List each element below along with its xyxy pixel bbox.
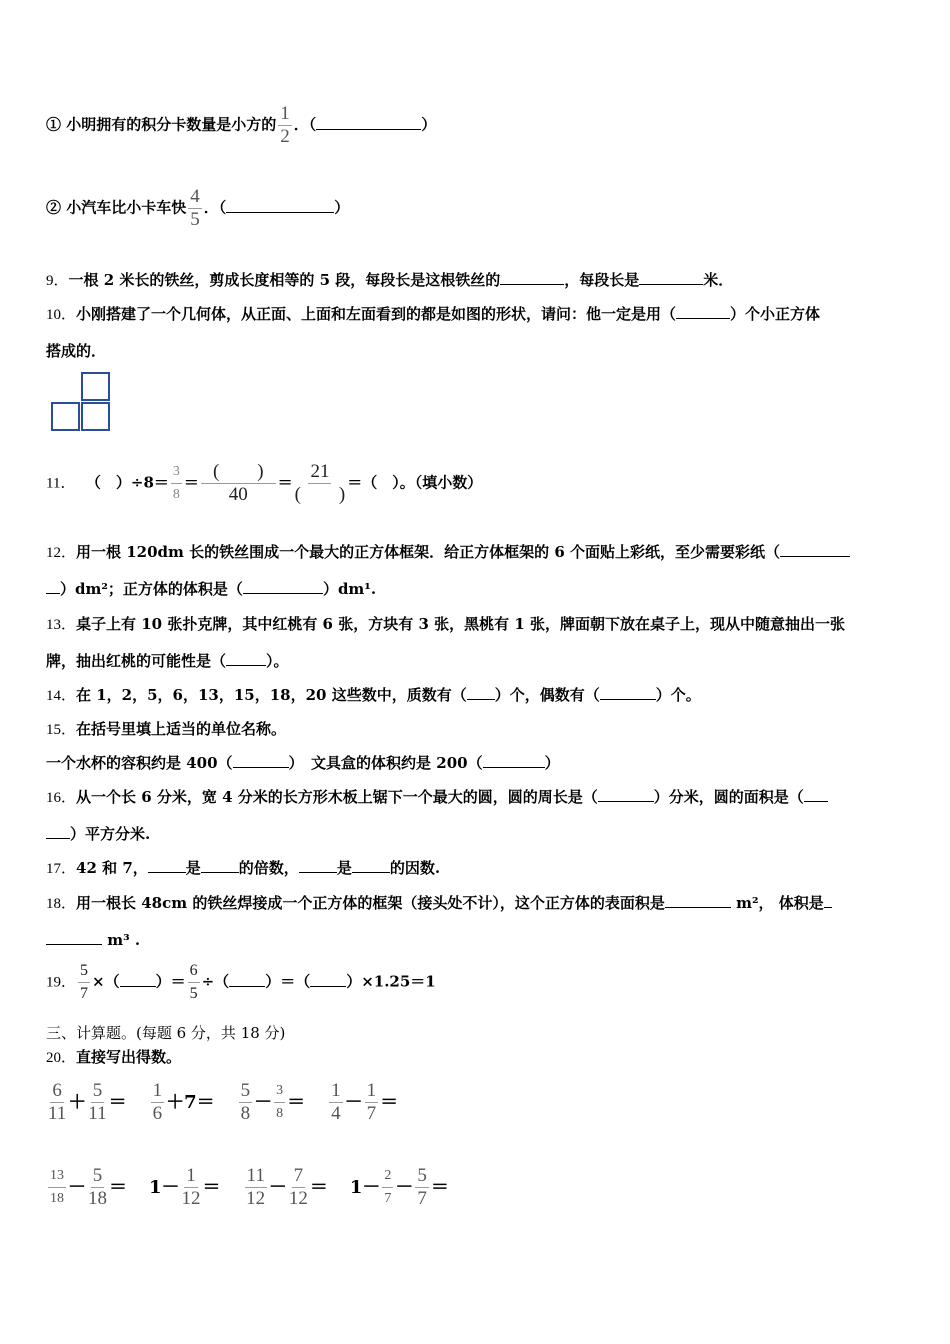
q8-item1-text: ① 小明拥有的积分卡数量是小方的 <box>46 115 277 134</box>
text: 一个水杯的容积约是 400（ <box>46 754 233 772</box>
numerator: 7 <box>293 1165 304 1186</box>
question-number: 11． <box>46 475 76 492</box>
q8-item-1 <box>46 103 436 148</box>
answer-blank[interactable] <box>46 930 102 945</box>
denominator: 11 <box>88 1103 107 1124</box>
text: ）个小正方体 <box>730 305 821 323</box>
answer-blank[interactable] <box>352 858 390 873</box>
denominator: 12 <box>246 1188 266 1209</box>
equals-sign: ＝ <box>202 1176 221 1198</box>
text: 是 <box>336 859 352 877</box>
equals-sign: ＝ <box>309 1176 328 1198</box>
text: 搭成的． <box>46 342 107 360</box>
numerator: 5 <box>240 1080 251 1101</box>
text: 牌，抽出红桃的可能性是（ <box>46 652 227 670</box>
answer-blank[interactable] <box>299 858 337 873</box>
operator: ＋ <box>68 1091 87 1113</box>
question-15-line2 <box>46 753 560 773</box>
numerator-blank[interactable]: ( ) <box>201 461 276 484</box>
text: ） <box>544 754 560 772</box>
numerator: 3 <box>171 461 182 484</box>
answer-blank[interactable] <box>226 198 334 213</box>
text: 42 和 7， <box>76 859 148 877</box>
text: m³ . <box>102 931 141 949</box>
text: ．（ <box>203 198 227 217</box>
fraction <box>274 1080 285 1125</box>
operator: － <box>68 1176 86 1198</box>
fraction <box>329 1080 343 1125</box>
fraction <box>88 1165 107 1210</box>
text: ＝ <box>277 473 293 492</box>
text: ）dm²；正方体的体积是（ <box>60 580 243 598</box>
operator: ＋7＝ <box>166 1091 215 1113</box>
answer-blank[interactable] <box>598 787 654 802</box>
answer-blank[interactable] <box>46 824 70 839</box>
denominator: 12 <box>181 1188 201 1209</box>
fraction <box>171 461 182 506</box>
fraction <box>201 461 276 506</box>
text: m²， 体积是 <box>730 894 824 912</box>
answer-blank[interactable] <box>201 858 239 873</box>
question-19 <box>46 960 436 1005</box>
calc-row-1 <box>46 1080 420 1125</box>
text: ） 文具盒的体积约是 200（ <box>288 754 483 772</box>
question-16-line2 <box>46 824 150 844</box>
operator: － <box>395 1176 414 1198</box>
question-number: 9． <box>46 273 69 289</box>
text: ）个，偶数有（ <box>494 686 600 704</box>
answer-blank[interactable] <box>467 685 495 700</box>
calc-expression[interactable] <box>327 1080 399 1124</box>
operator: 1－ <box>349 1176 381 1198</box>
question-14 <box>46 685 701 706</box>
numerator: 5 <box>417 1165 427 1186</box>
answer-blank[interactable] <box>226 651 266 666</box>
fraction <box>48 1165 66 1210</box>
question-10-line2 <box>46 341 106 361</box>
text: ）＝（ <box>265 972 311 991</box>
calc-expression[interactable] <box>149 1165 221 1209</box>
denominator: 2 <box>280 126 290 147</box>
text: ）个。 <box>655 686 701 704</box>
text: ）平方分米. <box>70 825 151 843</box>
equals-sign: ＝ <box>108 1091 127 1113</box>
fraction <box>415 1165 429 1210</box>
answer-blank[interactable] <box>316 115 421 130</box>
text: 用一根长 48cm 的铁丝焊接成一个正方体的框架（接头处不计），这个正方体的表面积是 <box>76 894 665 912</box>
calc-expression[interactable] <box>149 1080 215 1124</box>
numerator: 5 <box>78 960 90 983</box>
question-18-line2 <box>46 930 140 950</box>
answer-blank[interactable] <box>483 753 545 768</box>
text: 是 <box>185 859 201 877</box>
question-number: 17． <box>46 861 77 877</box>
text: （ ）÷8＝ <box>85 473 169 492</box>
answer-blank[interactable] <box>780 542 850 557</box>
question-15 <box>46 719 286 740</box>
denominator: 7 <box>384 1191 392 1206</box>
fraction <box>182 1165 201 1210</box>
text: ＝ <box>183 473 199 492</box>
text: 用一根 120dm 长的铁丝围成一个最大的正方体框架．给正方体框架的 6 个面贴上彩纸，至少需要彩纸（ <box>76 543 781 561</box>
fraction <box>365 1080 379 1125</box>
question-18 <box>46 893 832 914</box>
section-3-title <box>46 1023 285 1043</box>
denominator: 8 <box>276 1106 284 1121</box>
question-number: 12． <box>46 545 77 561</box>
question-number: 16． <box>46 790 77 806</box>
denominator: 40 <box>228 484 248 505</box>
denominator: 18 <box>88 1188 107 1209</box>
answer-blank[interactable] <box>120 972 156 987</box>
calc-expression[interactable] <box>237 1080 306 1124</box>
question-number: 10． <box>46 307 77 323</box>
text: 在 1，2，5，6，13，15，18，20 这些数中，质数有（ <box>76 686 467 704</box>
question-number: 15． <box>46 722 77 738</box>
text: 桌子上有 10 张扑克牌，其中红桃有 6 张，方块有 3 张，黑桃有 1 张，牌面朝下放在桌子上，现从中随意抽出一张 <box>76 615 845 633</box>
question-13 <box>46 614 845 635</box>
denominator: 7 <box>366 1103 377 1124</box>
text: ）分米，圆的面积是（ <box>653 788 804 806</box>
equals-sign: ＝ <box>380 1091 399 1113</box>
fraction <box>245 1165 267 1210</box>
question-number: 20． <box>46 1050 77 1066</box>
fraction <box>188 960 200 1005</box>
question-12-line2 <box>46 579 376 599</box>
denominator: 7 <box>80 985 89 1002</box>
numerator: 5 <box>92 1080 103 1101</box>
numerator: 1 <box>186 1165 196 1186</box>
question-number: 19． <box>46 974 77 991</box>
numerator: 5 <box>92 1165 103 1186</box>
denominator: 6 <box>152 1103 163 1124</box>
denominator: 11 <box>48 1103 67 1124</box>
text: 小刚搭建了一个几何体，从正面、上面和左面看到的都是如图的形状，请问：他一定是用（ <box>76 305 677 323</box>
text: ） <box>421 115 437 134</box>
question-number: 14． <box>46 688 77 704</box>
operator: － <box>254 1091 273 1113</box>
calc-expression[interactable] <box>243 1165 328 1209</box>
answer-blank[interactable] <box>46 579 60 594</box>
cube-square <box>51 402 80 431</box>
fraction <box>295 461 346 506</box>
numerator: 6 <box>188 960 200 983</box>
text: ÷（ <box>201 972 230 991</box>
answer-blank[interactable] <box>824 893 832 908</box>
fraction <box>382 1165 393 1210</box>
denominator: 7 <box>417 1188 427 1209</box>
text: 的倍数， <box>238 859 299 877</box>
answer-blank[interactable] <box>639 270 703 285</box>
question-10 <box>46 304 820 325</box>
fraction <box>78 960 90 1005</box>
numerator: 1 <box>152 1080 163 1101</box>
denominator: 4 <box>331 1103 341 1124</box>
numerator: 11 <box>246 1165 265 1186</box>
section-title: 三、计算题。(每题 6 分，共 18 分) <box>46 1024 286 1042</box>
numerator: 2 <box>382 1165 393 1188</box>
fraction <box>278 103 292 148</box>
operator: 1－ <box>149 1176 180 1198</box>
fraction <box>88 1080 106 1125</box>
calc-row-2 <box>46 1165 471 1210</box>
text: ）。 <box>266 652 289 670</box>
numerator: 4 <box>190 186 200 207</box>
equals-sign: ＝ <box>430 1176 449 1198</box>
numerator: 3 <box>274 1080 285 1103</box>
answer-blank[interactable] <box>665 893 731 908</box>
question-12 <box>46 542 850 563</box>
text: 的因数. <box>389 859 441 877</box>
numerator: 1 <box>366 1080 377 1101</box>
q8-item-2 <box>46 186 349 231</box>
text: ＝（ ）。（填小数） <box>347 473 483 492</box>
answer-blank[interactable] <box>500 270 564 285</box>
text: ）＝ <box>155 972 186 991</box>
text: 从一个长 6 分米，宽 4 分米的长方形木板上锯下一个最大的圆，圆的周长是（ <box>76 788 598 806</box>
answer-blank[interactable] <box>676 304 730 319</box>
text: ）dm¹. <box>322 580 377 598</box>
text: 直接写出得数。 <box>76 1048 182 1066</box>
q8-item2-text: ② 小汽车比小卡车快 <box>46 198 187 217</box>
calc-expression[interactable] <box>46 1165 127 1209</box>
answer-blank[interactable] <box>804 787 828 802</box>
numerator: 13 <box>48 1165 66 1188</box>
question-13-line2 <box>46 651 289 671</box>
question-11 <box>46 461 482 506</box>
text: ×（ <box>92 972 120 991</box>
fraction <box>239 1080 253 1125</box>
operator: － <box>268 1176 287 1198</box>
text: ．（ <box>293 115 317 134</box>
operator: － <box>344 1091 363 1113</box>
question-16 <box>46 787 828 808</box>
answer-blank[interactable] <box>229 972 265 987</box>
text: 一根 2 米长的铁丝，剪成长度相等的 5 段，每段长是这根铁丝的 <box>68 271 501 289</box>
denominator: 8 <box>172 487 180 502</box>
text: ，每段长是 <box>564 271 640 289</box>
fraction <box>151 1080 165 1125</box>
fraction <box>289 1165 308 1210</box>
denominator: 5 <box>189 985 198 1002</box>
text: 在括号里填上适当的单位名称。 <box>76 720 287 738</box>
text: 米． <box>703 271 734 289</box>
text: ） <box>334 198 350 217</box>
fraction <box>188 186 202 231</box>
equals-sign: ＝ <box>109 1176 127 1198</box>
question-9 <box>46 270 733 291</box>
question-number: 13． <box>46 617 77 633</box>
calc-expression[interactable] <box>46 1080 127 1124</box>
denominator: 12 <box>288 1188 308 1209</box>
equals-sign: ＝ <box>287 1091 306 1113</box>
fraction <box>48 1080 66 1125</box>
numerator: 6 <box>52 1080 62 1101</box>
denominator: 18 <box>50 1191 64 1206</box>
denominator: 5 <box>190 209 200 230</box>
answer-blank[interactable] <box>233 753 289 768</box>
text: ）×1.25＝1 <box>346 972 436 991</box>
cube-square <box>81 402 110 431</box>
answer-blank[interactable] <box>310 972 346 987</box>
cube-square <box>81 372 110 401</box>
denominator: 8 <box>240 1103 251 1124</box>
answer-blank[interactable] <box>148 858 186 873</box>
question-number: 18． <box>46 896 77 912</box>
numerator: 21 <box>310 461 330 482</box>
numerator: 1 <box>280 103 290 124</box>
question-17 <box>46 858 440 879</box>
denominator-blank[interactable]: ( ) <box>294 484 346 505</box>
answer-blank[interactable] <box>243 579 323 594</box>
question-20 <box>46 1047 181 1068</box>
answer-blank[interactable] <box>600 685 656 700</box>
numerator: 1 <box>331 1080 341 1101</box>
calc-expression[interactable] <box>349 1165 449 1209</box>
